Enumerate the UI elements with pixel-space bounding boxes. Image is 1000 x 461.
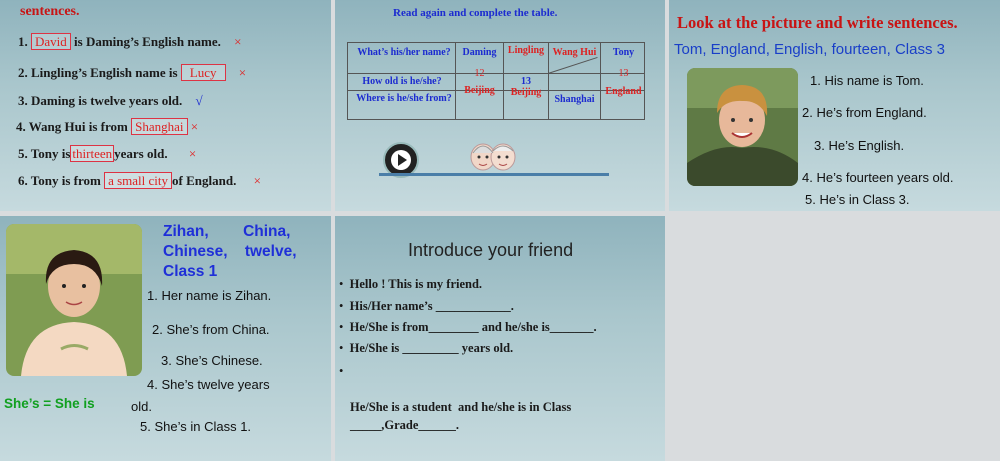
wrong-mark: × (234, 34, 242, 49)
slide-title: Introduce your friend (408, 240, 574, 260)
from-lingling: Beijing (510, 87, 542, 98)
zihan-photo (6, 224, 142, 376)
sentence-text: 4. Wang Hui is from (16, 119, 128, 134)
slide-introduce-friend (335, 216, 665, 461)
sentence-2 (18, 64, 246, 81)
sentence-1 (18, 33, 242, 50)
from-tony: England (605, 86, 642, 97)
character-clipart (465, 139, 521, 177)
bullet-text: He/She is a student and he/she is in Class _____,Grade______. (350, 400, 572, 432)
sentence-6 (18, 172, 261, 189)
sentence-5: 5. He’s in Class 3. (805, 192, 910, 207)
sentence-text: years old. (114, 146, 168, 161)
sentence-text: 3. Daming is twelve years old. (18, 93, 183, 108)
sentence-4-cont: old. (131, 399, 152, 414)
bullet-text: He/She is _________ years old. (349, 341, 514, 355)
sentence-3: 3. He’s English. (814, 138, 905, 153)
info-table (347, 42, 645, 120)
sentence-3 (18, 93, 203, 109)
sentence-text: is Daming’s English name. (74, 34, 221, 49)
sentence-1: 1. Her name is Zihan. (147, 288, 272, 303)
boy-portrait-icon (687, 68, 798, 186)
wrong-mark: × (253, 173, 261, 188)
row-age-label: How old is he/she? (362, 76, 442, 87)
slide-title-fragment: sentences. (20, 4, 80, 19)
wrong-mark: × (190, 119, 199, 134)
header-question: What’s his/her name? (357, 47, 451, 58)
slide-complete-table (335, 0, 665, 211)
contraction-note: She’s = She is (4, 396, 95, 411)
answer-box: a small city (104, 172, 172, 189)
sentence-4 (16, 118, 198, 135)
slide-zihan (0, 216, 331, 461)
sentence-text: 2. Lingling’s English name is (18, 65, 178, 80)
age-tony: 13 (618, 68, 629, 79)
sentence-5 (18, 145, 196, 162)
sentence-text: 1. (18, 34, 28, 49)
sentence-text: 6. Tony is from (18, 173, 101, 188)
bullet-4: • He/She is _________ years old. (339, 341, 514, 355)
bullet-text: His/Her name’s ____________. (349, 299, 514, 313)
header-wanghui: Wang Hui (552, 47, 597, 58)
sentence-4: 4. He’s fourteen years old. (802, 170, 954, 185)
slide-tom (669, 0, 1000, 211)
sentence-text: of England. (172, 173, 237, 188)
from-wanghui: Shanghai (554, 94, 595, 105)
row-from-label: Where is he/she from? (356, 93, 452, 104)
slide-fill-in-sentences (0, 0, 331, 211)
sentence-1: 1. His name is Tom. (810, 73, 924, 88)
answer-box: thirteen (72, 146, 113, 161)
prompt-words: Zihan, China, Chinese, twelve, Class 1 (163, 223, 297, 280)
from-daming: Beijing (464, 85, 495, 96)
sentence-5: 5. She’s in Class 1. (140, 419, 252, 434)
bullet-3: • He/She is from________ and he/she is_______. (339, 320, 597, 334)
prompt-words: Tom, England, English, fourteen, Class 3 (674, 41, 945, 58)
empty-slot (669, 216, 1000, 461)
header-daming: Daming (462, 47, 497, 58)
tom-photo (687, 68, 798, 186)
diagonal-line (548, 57, 598, 74)
bullet-2: • His/Her name’s ____________. (339, 299, 514, 313)
bullet-5: • He/She is a student and he/she is in Class _____,Grade______. (339, 364, 572, 432)
answer-box: David (31, 33, 71, 50)
bullet-text: Hello ! This is my friend. (349, 277, 483, 291)
bullet-1: • Hello ! This is my friend. (339, 277, 483, 291)
wrong-mark: × (238, 65, 247, 80)
sentence-text: 5. Tony is (18, 146, 71, 161)
age-daming: 12 (474, 68, 485, 79)
grandparents-icon (465, 139, 521, 177)
correct-mark: √ (195, 93, 203, 108)
sentence-2: 2. She’s from China. (152, 322, 270, 337)
sentence-2: 2. He’s from England. (802, 105, 927, 120)
sentence-4: 4. She’s twelve years (147, 377, 270, 392)
header-lingling: Lingling (507, 45, 545, 56)
sentence-3: 3. She’s Chinese. (161, 353, 263, 368)
bullet-text: He/She is from________ and he/she is_______. (349, 320, 597, 334)
age-lingling: 13 (521, 76, 531, 87)
slide-title: Look at the picture and write sentences. (677, 13, 958, 32)
girl-portrait-icon (6, 224, 142, 376)
answer-box: Lucy (181, 64, 226, 81)
header-tony: Tony (612, 47, 635, 58)
wrong-mark: × (188, 146, 197, 161)
answer-box: Shanghai (131, 118, 187, 135)
slide-title: Read again and complete the table. (393, 7, 558, 19)
